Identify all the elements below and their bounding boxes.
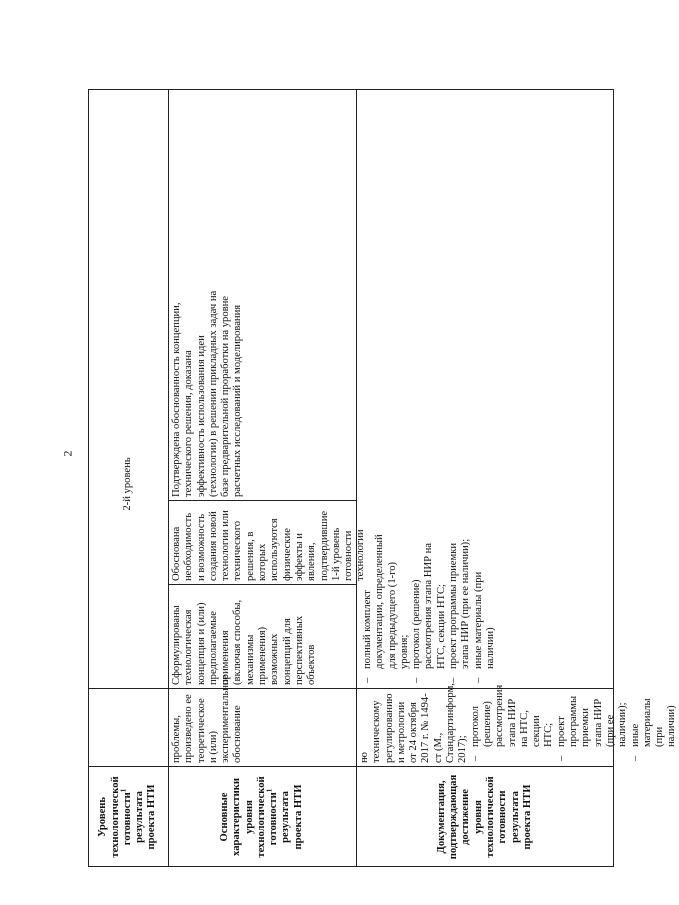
- row1-documents: [356, 683, 678, 767]
- row2-level-text: 2-й уровень: [121, 457, 133, 511]
- rotated-table: [88, 89, 678, 867]
- row1-doc-item: – проект программы приемки этапа НИР (при ее наличии);: [556, 693, 630, 763]
- row1-doc-item: – по техническому регулированию и метрологии от 24 октября 2017 г. № 1494-ст (М., Стандартинформ, 2017);: [359, 693, 470, 763]
- row2-characteristic-2-text: Обоснована необходимость и возможность создания новой технологии или технического решения, в которых используются физические эффекты и явления, подтвердившие 1-й уровень готовности технологии: [171, 510, 367, 581]
- row2-doc-item: – проект программы приемки этапа НИР (при ее наличии);: [448, 533, 473, 685]
- row2-characteristic-1: [168, 585, 356, 689]
- row2-doc-item: – полный комплект документации, определенный для предыдущего (1-го) уровня;: [362, 533, 411, 685]
- row2-doc-item: – иные материалы (при наличии): [473, 533, 498, 685]
- header-level: [88, 767, 168, 867]
- header-level-text: Уровень технологической готовности: [97, 776, 133, 858]
- row2-doc-item: – протокол (решение) рассмотрения этапа НИР на НТС, секции НТС;: [411, 533, 448, 685]
- header-characteristics-text: Основные характеристики уровня технологической готовности: [218, 776, 280, 858]
- header-level-tail: результата проекта НТИ: [134, 784, 158, 850]
- page-number: 2: [60, 450, 75, 457]
- header-characteristics-tail: результата проекта НТИ: [280, 784, 304, 850]
- row2-characteristic-3-text: Подтверждена обоснованность концепции, технического решения, доказана эффективность использования идеи (технологии) в решении прикладных задач на базе предварительной проработки на уровне расчетных исследований и моделирования: [171, 290, 244, 497]
- row2-documents: [356, 529, 614, 689]
- header-level-sup: 1: [119, 788, 128, 793]
- row1-characteristic: [168, 674, 356, 767]
- header-documents-text: Документация, подтверждающая достижение уровня технологической готовности результата проекта НТИ: [435, 774, 533, 860]
- header-documents: [356, 767, 614, 867]
- header-characteristics: [168, 767, 356, 867]
- row2-characteristic-2: [168, 501, 367, 585]
- row1-doc-item: – иные материалы (при наличии): [630, 693, 679, 763]
- row2-characteristic-1-text: Сформулированы технологическая концепция и (или) предполагаемые применения (включая способы, механизмы применения) возможных концепций для перспективных объектов: [171, 599, 318, 685]
- row1-characteristic-text: проблемы, произведено ее теоретическое и (или) экспериментальное обоснование: [171, 674, 244, 763]
- row1-doc-item: – протокол (решение) рассмотрения этапа НИР на НТС, секции НТС;: [470, 693, 556, 763]
- row2-characteristic-3: [168, 279, 356, 501]
- header-characteristics-sup: 1: [265, 788, 274, 793]
- row2-level: [88, 279, 168, 689]
- table-border-right: [88, 89, 614, 90]
